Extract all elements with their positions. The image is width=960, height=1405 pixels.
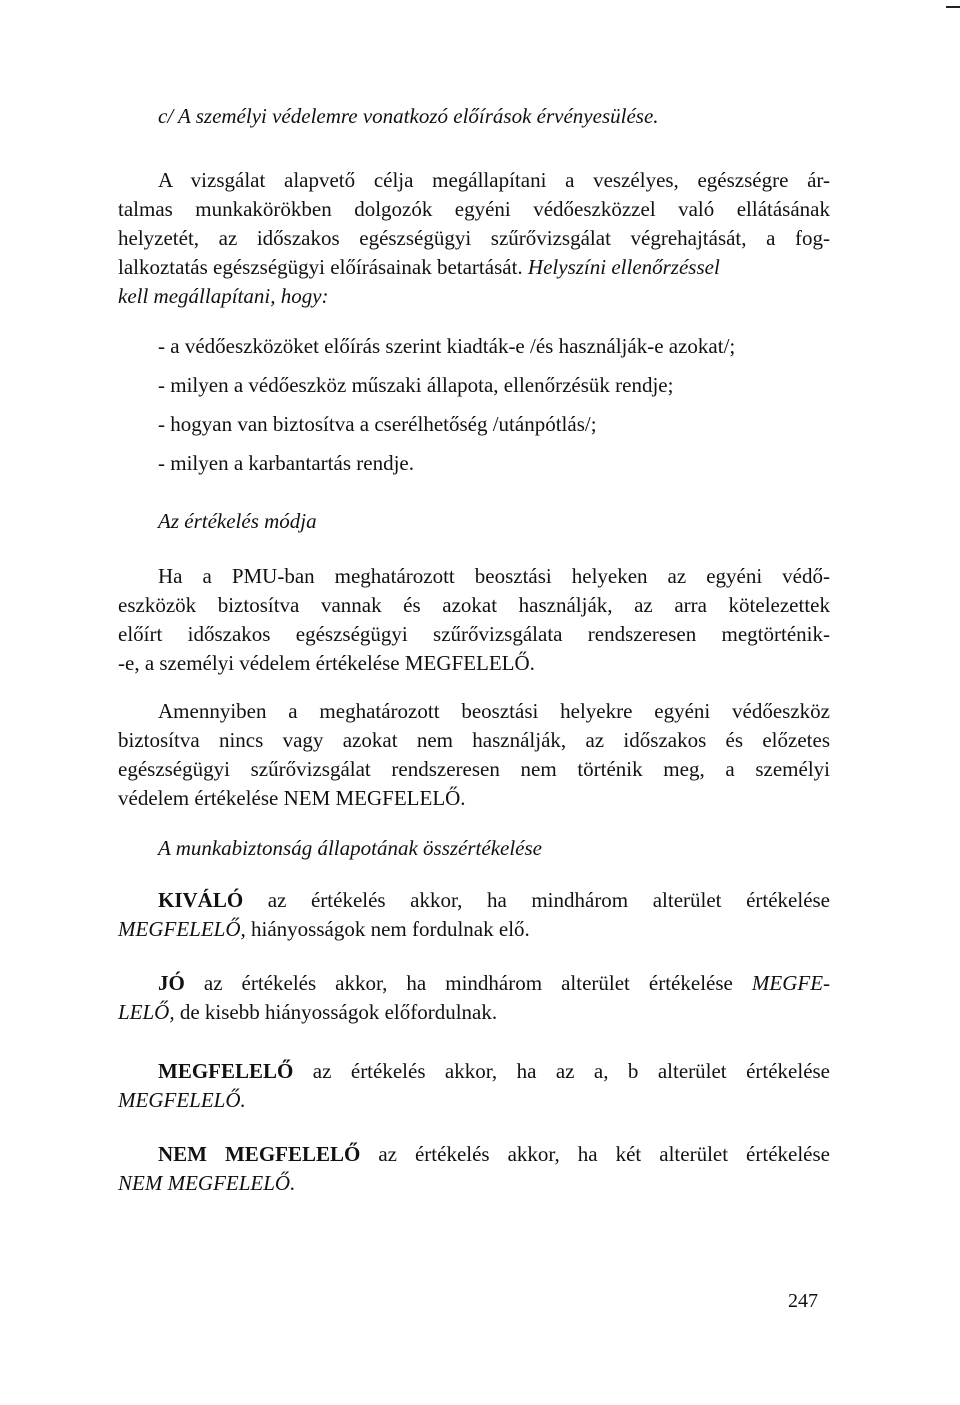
page-number: 247 (788, 1290, 818, 1312)
jo-text-1: az értékelés akkor, ha mindhárom alterület értékelése (203, 971, 733, 995)
intro-paragraph (118, 166, 830, 311)
nem-line-4: védelem értékelése NEM MEGFELELŐ. (118, 786, 466, 810)
paragraph-nem-megfelelo (118, 697, 830, 813)
kivalo-italic: MEGFELELŐ, (118, 917, 246, 941)
bullet-item-3: - hogyan van biztosítva a cserélhetőség /utánpótlás/; (158, 412, 597, 436)
nem-line-3: egészségügyi szűrővizsgálat rendszeresen nem történik meg, a személyi (118, 757, 830, 781)
megfelelo-line-3: előírt időszakos egészségügyi szűrővizsgálata rendszeresen megtörténik- (118, 622, 830, 646)
jo-line-1 (118, 969, 830, 998)
intro-italic-tail: Helyszíni ellenőrzéssel (527, 255, 720, 279)
nem-line-1: Amennyiben a meghatározott beosztási helyekre egyéni védőeszköz (158, 699, 830, 723)
kivalo-text-2: hiányosságok nem fordulnak elő. (251, 917, 530, 941)
megfelelo-line-4: -e, a személyi védelem értékelése MEGFELELŐ. (118, 651, 535, 675)
megfelelo-line-1: Ha a PMU-ban meghatározott beosztási helyeken az egyéni védő- (158, 564, 830, 588)
rating-kivalo (118, 886, 830, 944)
megf-text-1: az értékelés akkor, ha az a, b alterület értékelése (312, 1059, 831, 1083)
jo-italic-2: LELŐ, (118, 1000, 175, 1024)
summary-heading: A munkabiztonság állapotának összértékelése (158, 836, 542, 860)
jo-label: JÓ (158, 971, 185, 995)
nemmegf-text-1: az értékelés akkor, ha két alterület értékelése (378, 1142, 830, 1166)
rating-megfelelo (118, 1057, 830, 1115)
nemmegf-line-1 (118, 1140, 830, 1169)
megf-italic: MEGFELELŐ. (118, 1088, 246, 1112)
jo-line-2 (118, 998, 830, 1027)
paragraph-megfelelo (118, 562, 830, 678)
intro-italic-line: kell megállapítani, hogy: (118, 284, 329, 308)
jo-italic-1: MEGFE- (751, 971, 831, 995)
scan-edge-mark (946, 6, 960, 8)
kivalo-text-1: az értékelés akkor, ha mindhárom alterület értékelése (267, 888, 831, 912)
kivalo-label: KIVÁLÓ (158, 888, 244, 912)
intro-line-1: A vizsgálat alapvető célja megállapítani a veszélyes, egészségre ár- (158, 168, 830, 192)
intro-line-3: helyzetét, az időszakos egészségügyi szűrővizsgálat végrehajtását, a fog- (118, 226, 830, 250)
nem-line-2: biztosítva nincs vagy azokat nem használják, az időszakos és előzetes (118, 728, 830, 752)
evaluation-heading: Az értékelés módja (158, 509, 317, 533)
section-heading-c: c/ A személyi védelemre vonatkozó előírások érvényesülése. (158, 104, 659, 128)
megfelelo-line-2: eszközök biztosítva vannak és azokat használják, az arra kötelezettek (118, 593, 830, 617)
kivalo-line-1 (118, 886, 830, 915)
kivalo-line-2 (118, 915, 830, 944)
bullet-item-2: - milyen a védőeszköz műszaki állapota, ellenőrzésük rendje; (158, 373, 674, 397)
intro-line-2: talmas munkakörökben dolgozók egyéni védőeszközzel való ellátásának (118, 197, 830, 221)
bullet-item-4: - milyen a karbantartás rendje. (158, 451, 414, 475)
megf-line-1 (118, 1057, 830, 1086)
bullet-item-1: - a védőeszközöket előírás szerint kiadták-e /és használják-e azokat/; (158, 334, 736, 358)
nemmegf-label: NEM MEGFELELŐ (158, 1142, 361, 1166)
intro-line-4-wrap (118, 253, 830, 282)
megf-label: MEGFELELŐ (158, 1059, 294, 1083)
intro-line-4: lalkoztatás egészségügyi előírásainak betartását. (118, 255, 523, 279)
jo-text-2: de kisebb hiányosságok előfordulnak. (179, 1000, 498, 1024)
rating-jo (118, 969, 830, 1027)
nemmegf-italic: NEM MEGFELELŐ. (118, 1171, 296, 1195)
rating-nem-megfelelo (118, 1140, 830, 1198)
